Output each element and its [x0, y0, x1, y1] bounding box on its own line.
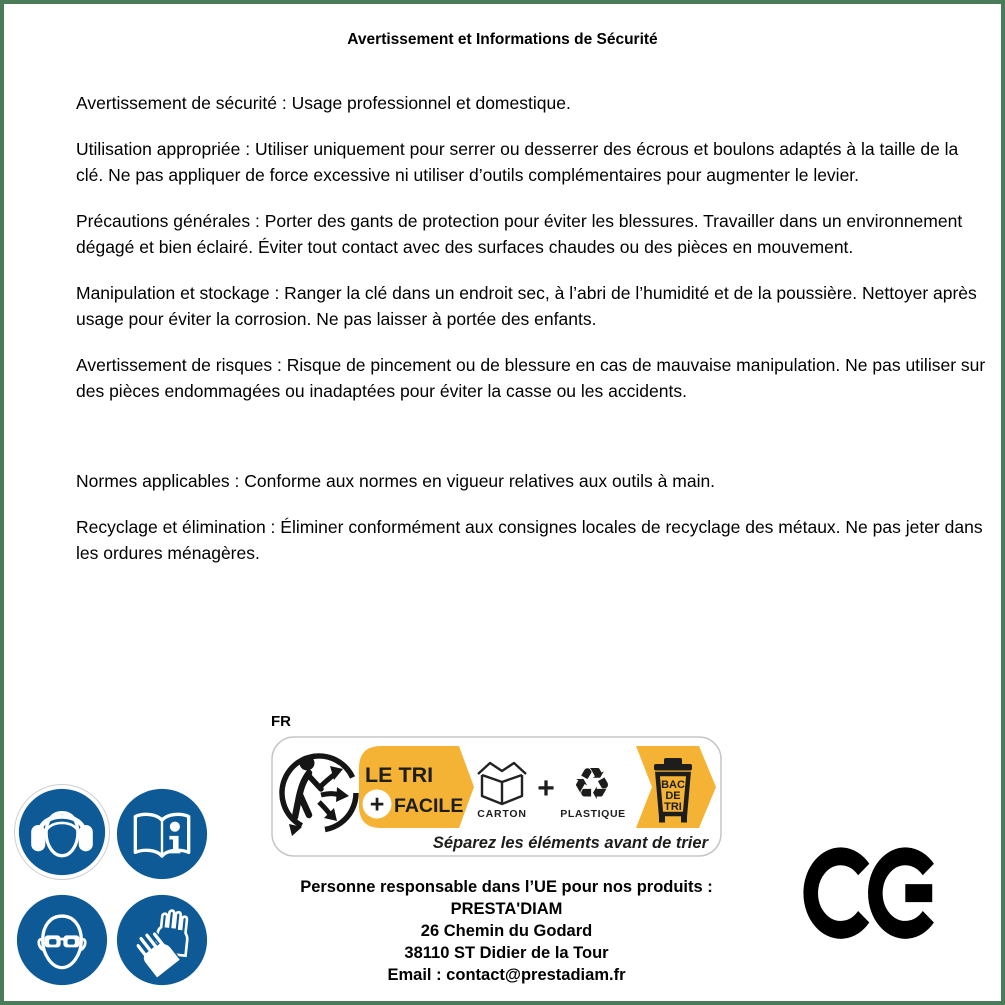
read-instruction-manual-icon: [116, 788, 208, 880]
recycle-triangle-icon: ♻: [572, 760, 612, 809]
bin-text-line3: TRI: [664, 801, 682, 813]
paragraph-safety-warning: Avertissement de sécurité : Usage professionnel et domestique.: [76, 93, 571, 113]
wear-protective-gloves-icon: [116, 894, 208, 986]
bin-text-line2: DE: [665, 790, 681, 802]
material-plastique-label: PLASTIQUE: [560, 808, 626, 820]
page-title: Avertissement et Informations de Sécurité: [347, 31, 658, 48]
tri-facile-line2: FACILE: [394, 795, 464, 817]
material-carton-label: CARTON: [477, 808, 527, 820]
paragraph-general-precautions: Précautions générales : Porter des gants de protection pour éviter les blessures. Travailler dans un environnement dégagé et bien éclairé. Éviter tout contact avec des surfaces chaudes ou des pièces en mouvement.: [76, 211, 963, 257]
responsible-city: 38110 ST Didier de la Tour: [404, 944, 609, 962]
responsible-block: [234, 876, 779, 986]
sorting-instruction: Séparez les éléments avant de trier: [432, 834, 708, 852]
safety-paragraphs: [76, 90, 988, 586]
plus-sign: +: [369, 790, 385, 819]
paragraph-proper-use: Utilisation appropriée : Utiliser uniquement pour serrer ou desserrer des écrous et boulons adaptés à la taille de la clé. Ne pas appliquer de force excessive ni utiliser d’outils complémentaires pour augmenter le levier.: [76, 139, 959, 185]
responsible-intro: Personne responsable dans l’UE pour nos produits :: [300, 878, 713, 896]
paragraph-handling-storage: Manipulation et stockage : Ranger la clé dans un endroit sec, à l’abri de l’humidité et de la poussière. Nettoyer après usage pour éviter la corrosion. Ne pas laisser à portée des enfants.: [76, 283, 977, 329]
info-tri-label: [271, 736, 722, 858]
responsible-email: Email : contact@prestadiam.fr: [387, 966, 626, 984]
paragraph-standards: Normes applicables : Conforme aux normes en vigueur relatives aux outils à main.: [76, 471, 716, 491]
wear-ear-protection-icon: [18, 788, 106, 876]
paragraph-recycling-disposal: Recyclage et élimination : Éliminer conformément aux consignes locales de recyclage des métaux. Ne pas jeter dans les ordures ménagères.: [76, 517, 983, 563]
materials-plus-sign: +: [537, 772, 555, 805]
sorting-bin-icon: [654, 758, 692, 823]
responsible-street: 26 Chemin du Godard: [420, 922, 593, 940]
paragraph-risk-warning: Avertissement de risques : Risque de pincement ou de blessure en cas de mauvaise manipulation. Ne pas utiliser sur des pièces endommagées ou inadaptées pour éviter la casse ou les accidents.: [76, 355, 986, 401]
ce-mark-icon: [803, 846, 943, 944]
country-code-label: FR: [271, 713, 291, 730]
responsible-company: PRESTA'DIAM: [450, 900, 563, 918]
wear-eye-protection-icon: [16, 894, 108, 986]
tri-facile-line1: LE TRI: [365, 763, 434, 787]
bin-text-line1: BAC: [661, 779, 685, 791]
